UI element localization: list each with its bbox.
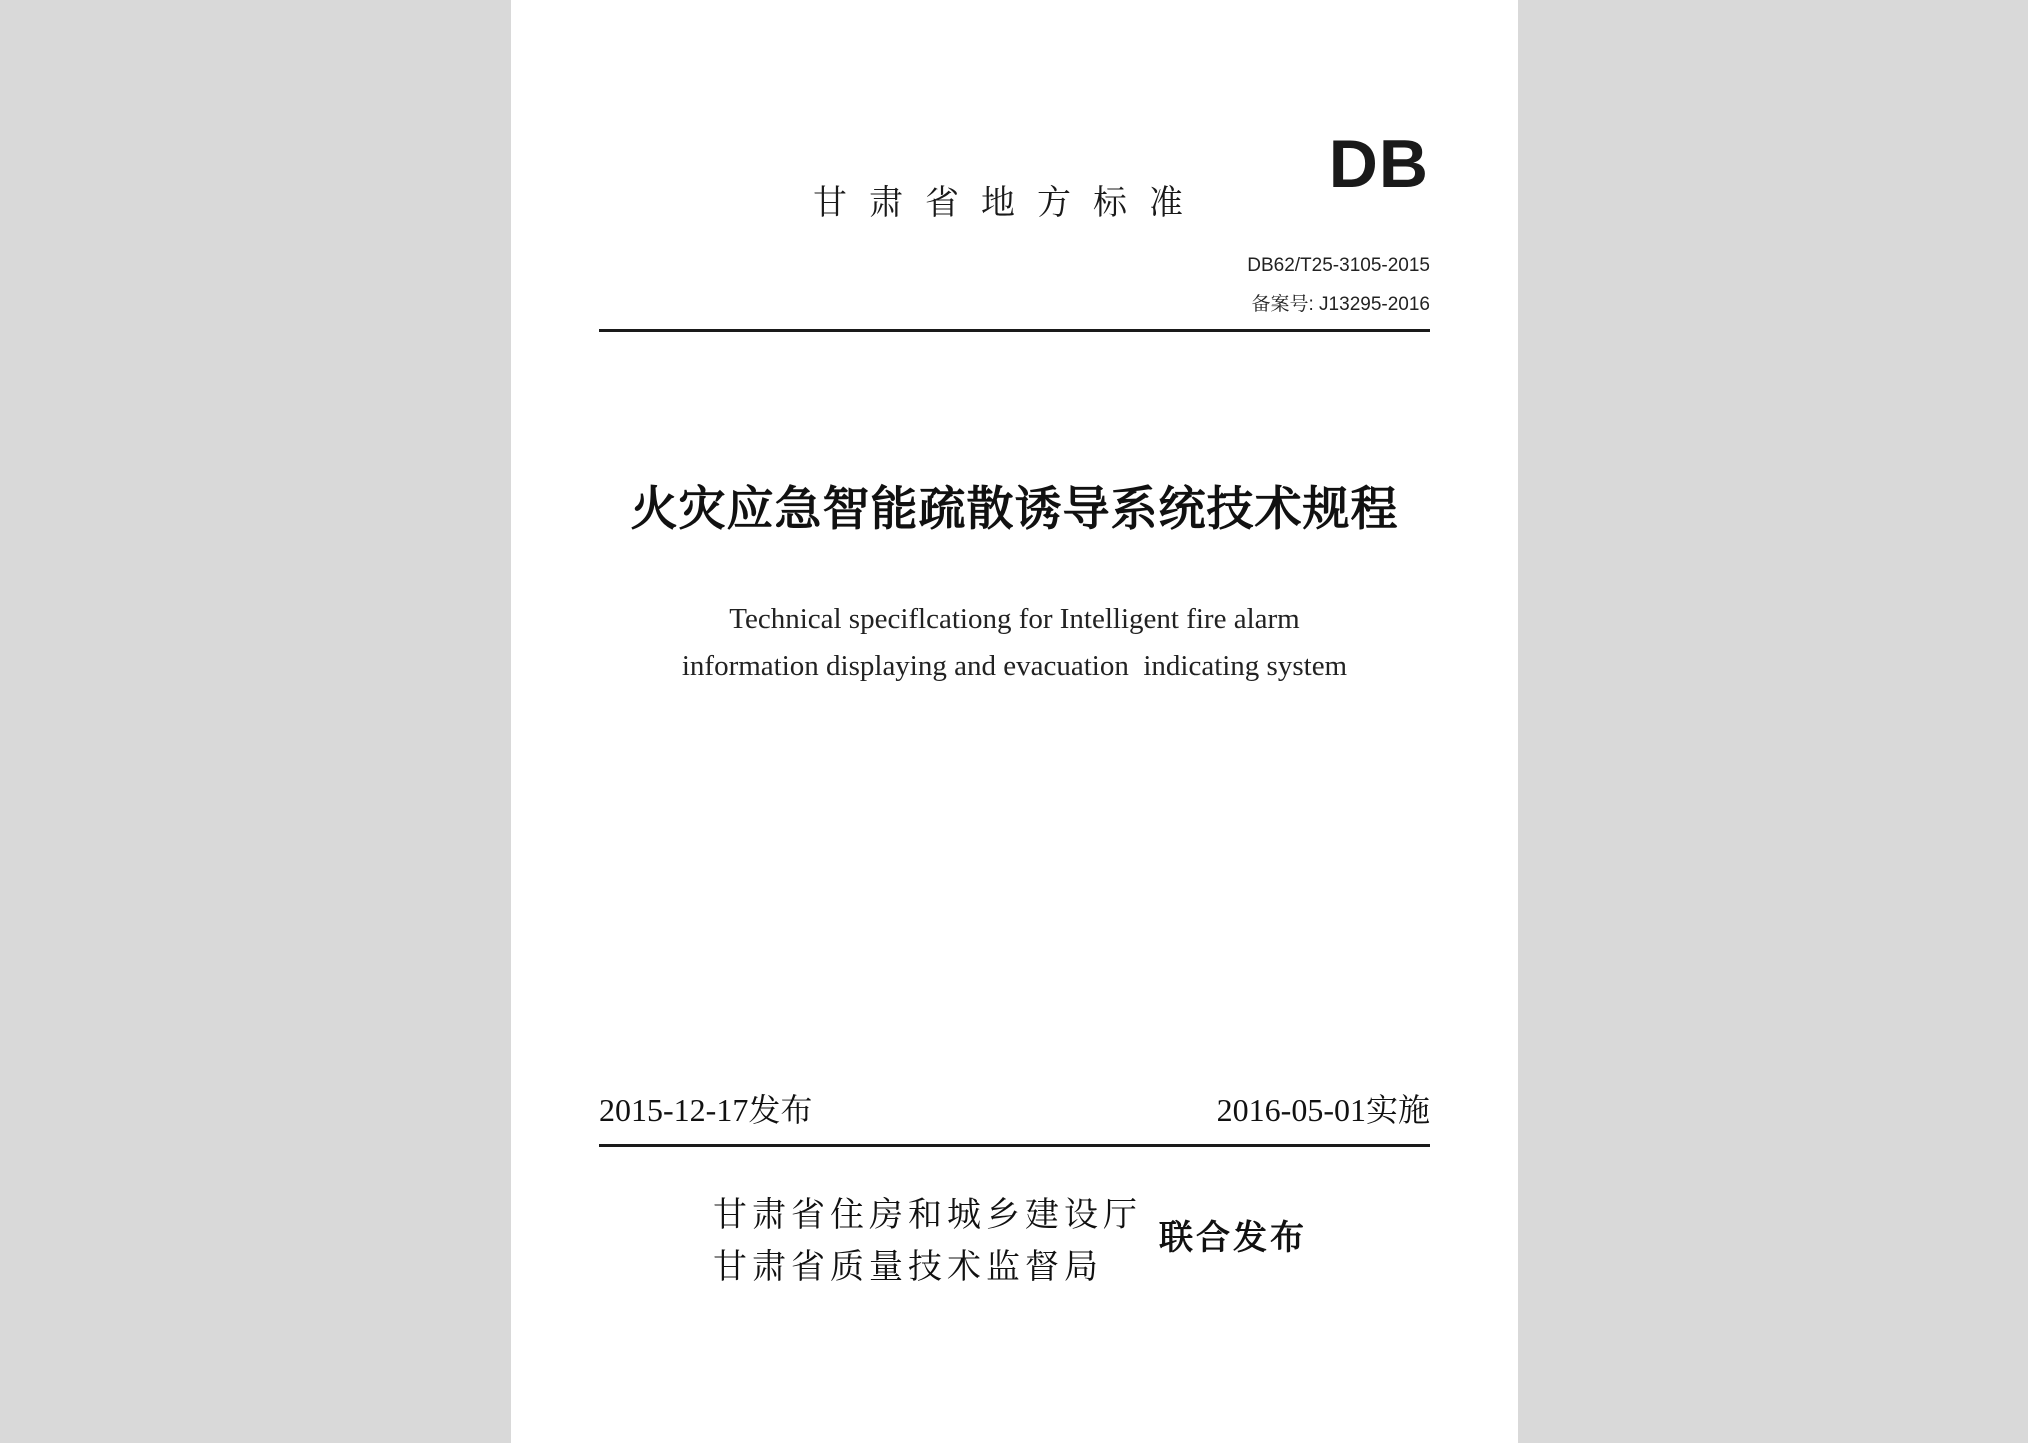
standard-number: DB62/T25-3105-2015: [1247, 255, 1430, 276]
title-english-line-2: information displaying and evacuation indicating system: [681, 650, 1348, 682]
effective-date: 2016-05-01实施: [1216, 1092, 1430, 1128]
db-mark: DB: [1328, 126, 1429, 202]
record-number: 备案号: J13295-2016: [1251, 294, 1430, 315]
title-english-line-1: Technical speciflcationg for Intelligent fire alarm: [729, 603, 1300, 635]
title-english: [511, 596, 1518, 690]
issuers: [713, 1189, 1142, 1293]
document-page: [511, 0, 1518, 1443]
issuer-1: 甘肃省住房和城乡建设厅: [713, 1195, 1142, 1235]
joint-issue-label: 联合发布: [1159, 1218, 1307, 1258]
issuer-2: 甘肃省质量技术监督局: [713, 1247, 1103, 1287]
bottom-divider: [599, 1144, 1430, 1147]
standard-category: 甘肃省地方标准: [813, 183, 1205, 223]
issue-date: 2015-12-17发布: [599, 1092, 813, 1128]
title-chinese: 火灾应急智能疏散诱导系统技术规程: [630, 482, 1399, 537]
top-divider: [599, 329, 1430, 332]
